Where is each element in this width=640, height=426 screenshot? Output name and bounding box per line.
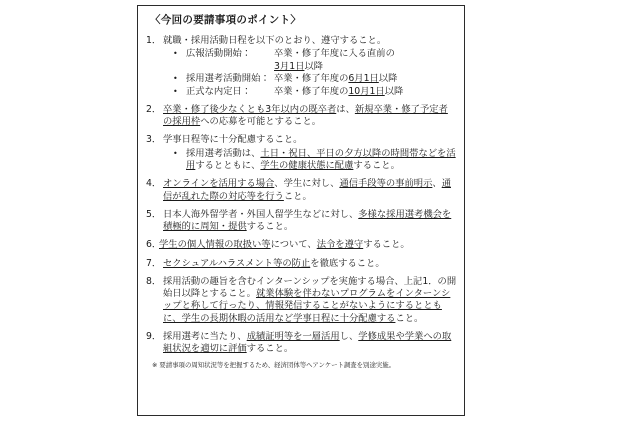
emphasis-run: 学生の健康状態に配慮	[260, 160, 354, 172]
item-text	[163, 104, 457, 129]
list-item	[173, 86, 457, 98]
plain-run: 採用選考活動は、	[186, 147, 261, 159]
plain-run: は、	[336, 103, 355, 115]
plain-run: すること。	[246, 221, 294, 233]
bullet-text	[186, 148, 457, 173]
emphasis-run: 就業体験を伴わないプログラムをインターンシップと称して行ったり、情報発信することがないようにするとともに、学生の長期休暇の活用など学事日程に十分配慮する	[163, 288, 451, 324]
item-body	[163, 258, 457, 270]
item-text	[159, 239, 457, 251]
item-body	[163, 104, 457, 129]
plain-run: 日本人海外留学者・外国人留学生などに対し、	[163, 208, 359, 220]
emphasis-run: 学修成果や学業への取組状況を適切に評価	[163, 330, 452, 355]
requirement-item-2	[146, 104, 457, 129]
item-text	[163, 258, 457, 270]
item-number: 1．	[146, 35, 162, 47]
schedule-label: 広報活動開始：	[186, 48, 252, 60]
item-heading: 学事日程等に十分配慮すること。	[163, 134, 303, 146]
plain-run: すること。	[353, 160, 400, 172]
bullet-text	[186, 86, 457, 98]
plain-run: こと。	[283, 190, 312, 202]
bullet-icon: •	[173, 86, 178, 96]
item-number: 3．	[146, 134, 162, 146]
plain-run: 、	[432, 178, 442, 190]
item-text	[163, 331, 457, 356]
sub-bullet-list	[163, 148, 457, 173]
requirement-item-8	[146, 276, 457, 325]
item-body	[159, 239, 457, 251]
emphasis-run: 通信手段等の事前明示	[339, 178, 433, 190]
bullet-spacer	[173, 61, 186, 73]
requirement-item-9	[146, 331, 457, 356]
page-title: 〈今回の要請事項のポイント〉	[150, 14, 302, 26]
schedule-text-a: 卒業・修了年度の	[274, 85, 349, 97]
slide-frame	[137, 5, 465, 416]
item-body	[163, 331, 457, 356]
requirement-item-7	[146, 258, 457, 270]
sub-bullet-list	[163, 48, 457, 98]
plain-run: すること。	[363, 239, 410, 251]
item-number: 8．	[146, 275, 162, 287]
item-text	[163, 178, 457, 203]
schedule-text-b: 以降	[304, 60, 324, 72]
footnote: ※ 要請事項の周知状況等を把握するため、経済団体等へアンケート調査を別途実施。	[152, 361, 396, 370]
bullet-text	[186, 48, 457, 60]
bullet-icon: •	[173, 49, 178, 59]
schedule-label-spacer	[186, 61, 274, 73]
plain-run: を徹底すること。	[310, 257, 385, 269]
schedule-text-b: 以降	[378, 73, 398, 85]
list-item	[173, 148, 457, 173]
schedule-date: 10月1日	[348, 85, 385, 97]
emphasis-run: セクシュアルハラスメント等の防止	[163, 257, 311, 269]
emphasis-run: 土日・祝日、平日の夕方以降の時間帯などを活用	[186, 147, 456, 172]
emphasis-run: オンラインを活用する場合	[163, 178, 275, 190]
plain-run: 、学生に対し、	[274, 178, 340, 190]
emphasis-run: 通信が乱れた際の対応等を行う	[163, 178, 451, 202]
item-text	[163, 276, 457, 325]
requirement-item-4	[146, 178, 457, 203]
list-item	[173, 48, 457, 60]
schedule-label: 正式な内定日：	[186, 85, 252, 97]
schedule-text-a: 卒業・修了年度の	[274, 73, 349, 85]
item-number: 7．	[146, 257, 162, 269]
bullet-icon: •	[173, 148, 178, 158]
item-body	[163, 209, 457, 234]
emphasis-run: 新規卒業・修了予定者の採用枠	[163, 103, 448, 128]
item-number: 9．	[146, 330, 162, 342]
emphasis-run: 多様な採用選考機会を積極的に周知・提供	[163, 208, 452, 233]
schedule-text-b: 以降	[384, 85, 404, 97]
item-number: 4．	[146, 178, 162, 190]
plain-run: するとともに、	[195, 160, 261, 172]
item-body	[163, 35, 457, 98]
item-body	[163, 134, 457, 172]
item-number: 2．	[146, 103, 162, 115]
plain-run: への応募を可能とすること。	[200, 116, 322, 128]
emphasis-run: 成績証明等を一層活用	[246, 330, 340, 342]
item-text	[163, 209, 457, 234]
bullet-text	[186, 73, 457, 85]
schedule-date: 3月1日	[274, 60, 305, 72]
item-number: 6．	[146, 239, 162, 251]
plain-run: し、	[339, 330, 359, 342]
list-item-continuation	[173, 61, 457, 73]
emphasis-run: 卒業・修了後少なくとも3年以内の既卒者	[163, 103, 337, 115]
schedule-text-a: 卒業・修了年度に入る直前の	[274, 48, 395, 60]
bullet-text-continued	[186, 61, 457, 73]
item-body	[163, 178, 457, 203]
plain-run: について、	[270, 239, 317, 251]
schedule-date: 6月1日	[348, 73, 379, 85]
plain-run: 採用活動の趣旨を含むインターンシップを実施する場合、上記1．の開始日以降とすること。	[163, 275, 457, 300]
item-number: 5．	[146, 208, 162, 220]
requirement-item-5	[146, 209, 457, 234]
plain-run: こと。	[395, 312, 424, 324]
requirement-item-6	[146, 239, 457, 251]
plain-run: すること。	[246, 343, 294, 355]
schedule-label: 採用選考活動開始：	[186, 73, 270, 85]
requirement-item-1	[146, 35, 457, 98]
requirement-item-3	[146, 134, 457, 172]
emphasis-run: 法令を遵守	[316, 239, 364, 251]
list-item	[173, 73, 457, 85]
bullet-icon: •	[173, 74, 178, 84]
emphasis-run: 学生の個人情報の取扱い等	[159, 239, 271, 251]
item-heading: 就職・採用活動日程を以下のとおり、遵守すること。	[163, 35, 387, 47]
plain-run: 採用選考に当たり、	[163, 330, 247, 342]
item-body	[163, 276, 457, 325]
